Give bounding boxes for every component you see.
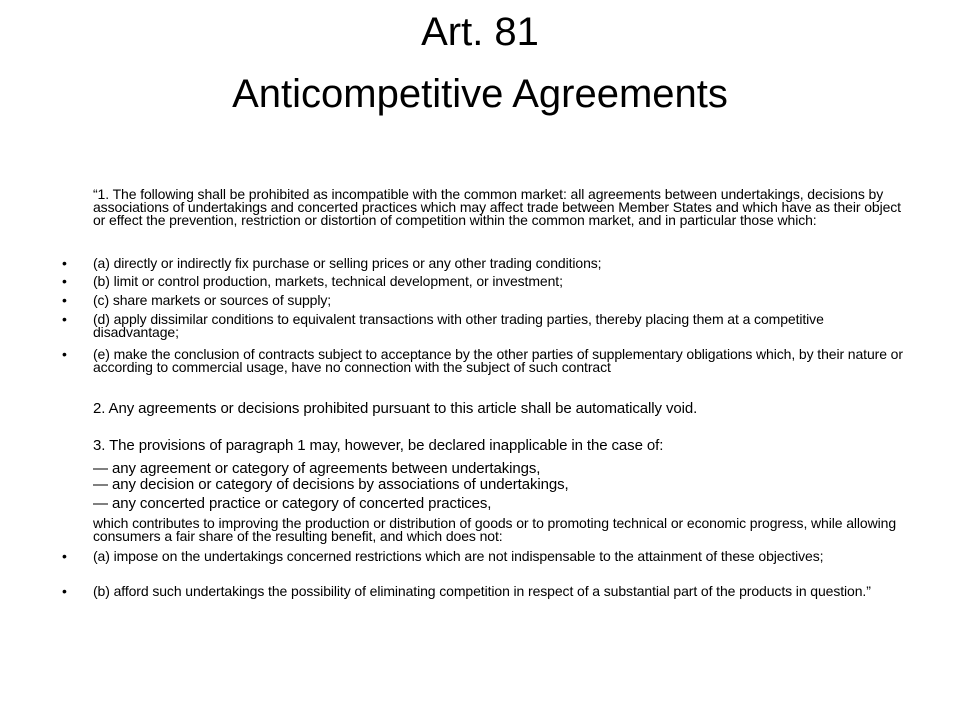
bullet-item-e: (e) make the conclusion of contracts subject to acceptance by the other parties of supplementary obligations which, by their nature or according to commercial usage, have no connection with the subject of such contract <box>93 346 903 375</box>
bullet-marker: • <box>62 292 67 308</box>
dash-item-practices: — any concerted practice or category of concerted practices, <box>93 495 492 512</box>
bullet-marker: • <box>62 273 67 289</box>
paragraph-4-conditions: which contributes to improving the production or distribution of goods or to promoting technical or economic progress, while allowing consumers a fair share of the resulting benefit, and which does not: <box>93 515 897 544</box>
bullet-item-b: (b) limit or control production, markets, technical development, or investment; <box>93 273 563 289</box>
bullet-marker: • <box>62 346 67 362</box>
bullet-marker: • <box>62 583 67 599</box>
bullet-item-a: (a) directly or indirectly fix purchase or selling prices or any other trading conditions; <box>93 255 602 271</box>
dash-item-decisions: — any decision or category of decisions by associations of undertakings, <box>93 476 569 493</box>
slide-title-article: Art. 81 <box>421 10 539 54</box>
bullet-item-c: (c) share markets or sources of supply; <box>93 292 332 308</box>
bullet-marker: • <box>62 311 67 327</box>
paragraph-1-intro: “1. The following shall be prohibited as incompatible with the common market: all agreements between undertakings, decisions by associations of undertakings and concerted practices which may affect trade between Member States and which have as their object or effect the prevention, restriction or distortion of competition within the common market, and in particular those which: <box>93 186 901 228</box>
bullet-marker: • <box>62 255 67 271</box>
bullet-item-d: (d) apply dissimilar conditions to equivalent transactions with other trading parties, thereby placing them at a competitive disadvantage; <box>93 311 824 340</box>
slide-title-topic: Anticompetitive Agreements <box>232 72 728 116</box>
bullet-item-competition: (b) afford such undertakings the possibility of eliminating competition in respect of a substantial part of the products in question.” <box>93 583 871 599</box>
bullet-item-restrictions: (a) impose on the undertakings concerned restrictions which are not indispensable to the attainment of these objectives; <box>93 548 824 564</box>
paragraph-2-void: 2. Any agreements or decisions prohibited pursuant to this article shall be automatically void. <box>93 400 698 417</box>
paragraph-3-exemption: 3. The provisions of paragraph 1 may, however, be declared inapplicable in the case of: <box>93 437 664 454</box>
bullet-marker: • <box>62 548 67 564</box>
dash-item-agreements: — any agreement or category of agreements between undertakings, <box>93 460 541 477</box>
